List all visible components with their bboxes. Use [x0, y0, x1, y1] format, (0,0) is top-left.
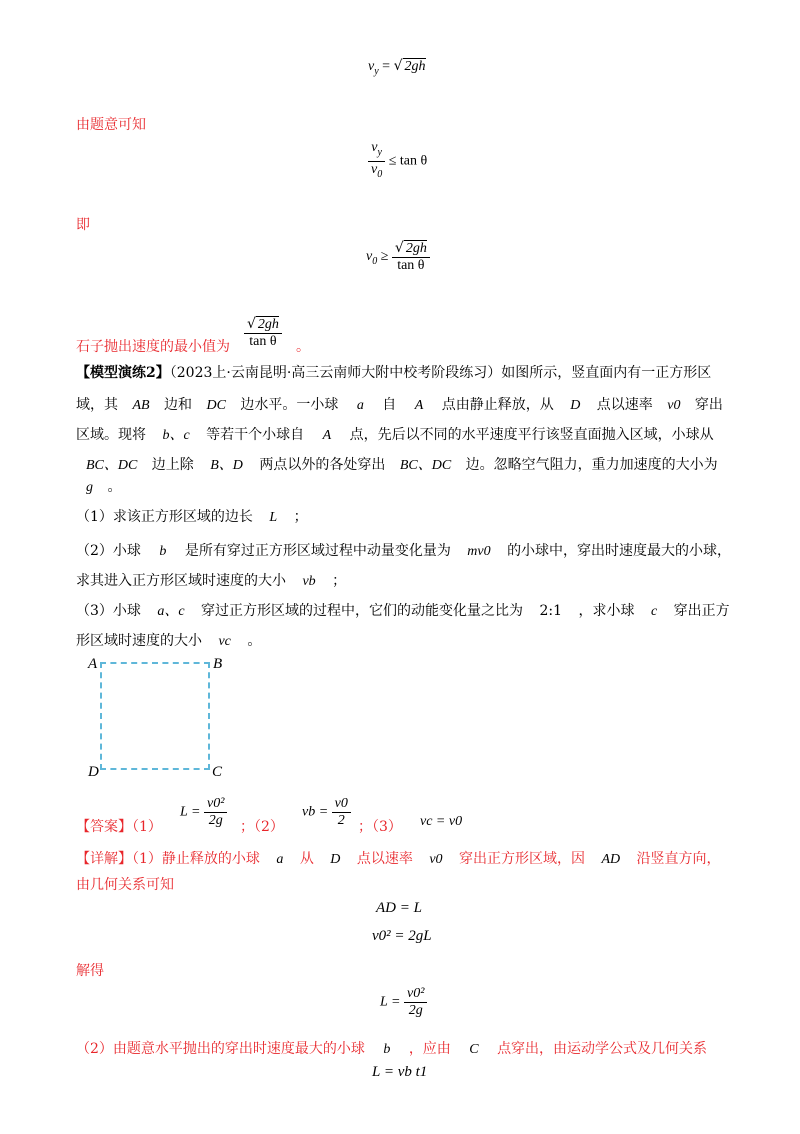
paragraph-text: 石子抛出速度的最小值为: [76, 339, 230, 355]
figure-label-d: D: [88, 764, 99, 780]
problem-line-3: 区域。现将 b、c 等若干个小球自 A 点，先后以不同的水平速度平行该竖直面抛入区域，小球从: [76, 427, 714, 443]
paragraph-text: 由题意可知: [76, 117, 146, 133]
figure-label-b: B: [213, 656, 223, 672]
question-3a: （3）小球 a、c 穿过正方形区域的过程中，它们的动能变化量之比为 2:1 ，求小球 c 穿出正方: [76, 603, 730, 619]
answer-1-formula: L = $\frac{\text{v0²}}{2g}$: [180, 796, 227, 829]
question-1: （1）求该正方形区域的边长 L ；: [76, 509, 308, 525]
answer-3-formula: vc = v0: [420, 814, 463, 829]
detail-line-3: （2）由题意水平抛出的穿出时速度最大的小球 b ，应由 C 点穿出，由运动学公式及几何关系: [76, 1041, 708, 1057]
equation-v0sq: v0² = 2gL: [372, 928, 432, 944]
detail-solve: 解得: [76, 963, 104, 979]
equation-ad-l: AD = L: [376, 900, 422, 916]
answer-line: 【答案】（1）: [76, 819, 162, 835]
paragraph-text: 即: [76, 217, 90, 233]
question-2b: 求其进入正方形区域时速度的大小 vb ；: [76, 573, 347, 589]
equation-ratio: $\frac{v_y}{v_0}$ ≤ tan θ: [368, 140, 427, 183]
answer-2-formula: vb = $\frac{v0}{2}$: [302, 796, 351, 829]
square-region-figure: [100, 662, 210, 770]
question-2a: （2）小球 b 是所有穿过正方形区域过程中动量变化量为 mv0 的小球中，穿出时速度最大的小球，: [76, 543, 732, 559]
equation-v0-min: $v_0$ ≥ $\frac{√ 2gh}{\text{tan θ}}$: [366, 240, 430, 274]
punctuation: 。: [296, 339, 310, 355]
min-speed-fraction: $\frac{√ 2gh}{\text{tan θ}}$: [244, 316, 282, 350]
problem-line-1: 【模型演练2】（2023上·云南昆明·高三云南师大附中校考阶段练习）如图所示，竖直面内有一正方形区: [76, 365, 712, 381]
figure-label-c: C: [212, 764, 223, 780]
equation-l-vbt1: L = vb t1: [372, 1064, 428, 1080]
problem-line-4: BC、DC 边上除 B、D 两点以外的各处穿出 BC、DC 边。忽略空气阻力，重力加速度的大小为: [86, 457, 718, 473]
answer-separator: ；（2）: [240, 819, 284, 835]
detail-line-2: 由几何关系可知: [76, 877, 174, 893]
detail-line-1: 【详解】（1）静止释放的小球 a 从 D 点以速率 v0 穿出正方形区域，因 AD 沿竖直方向，: [76, 851, 721, 867]
equation-vy: $v_y$ = √ 2gh: [368, 58, 426, 77]
answer-separator: ；（3）: [358, 819, 402, 835]
problem-line-5: g 。: [86, 479, 122, 495]
figure-label-a: A: [88, 656, 98, 672]
equation-l-result: L = $\frac{\text{v0²}}{2g}$: [380, 986, 427, 1019]
problem-line-2: 域，其 AB 边和 DC 边水平。一小球 a 自 A 点由静止释放，从 D 点以速率 v0 穿出: [76, 397, 723, 413]
question-3b: 形区域时速度的大小 vc 。: [76, 633, 262, 649]
